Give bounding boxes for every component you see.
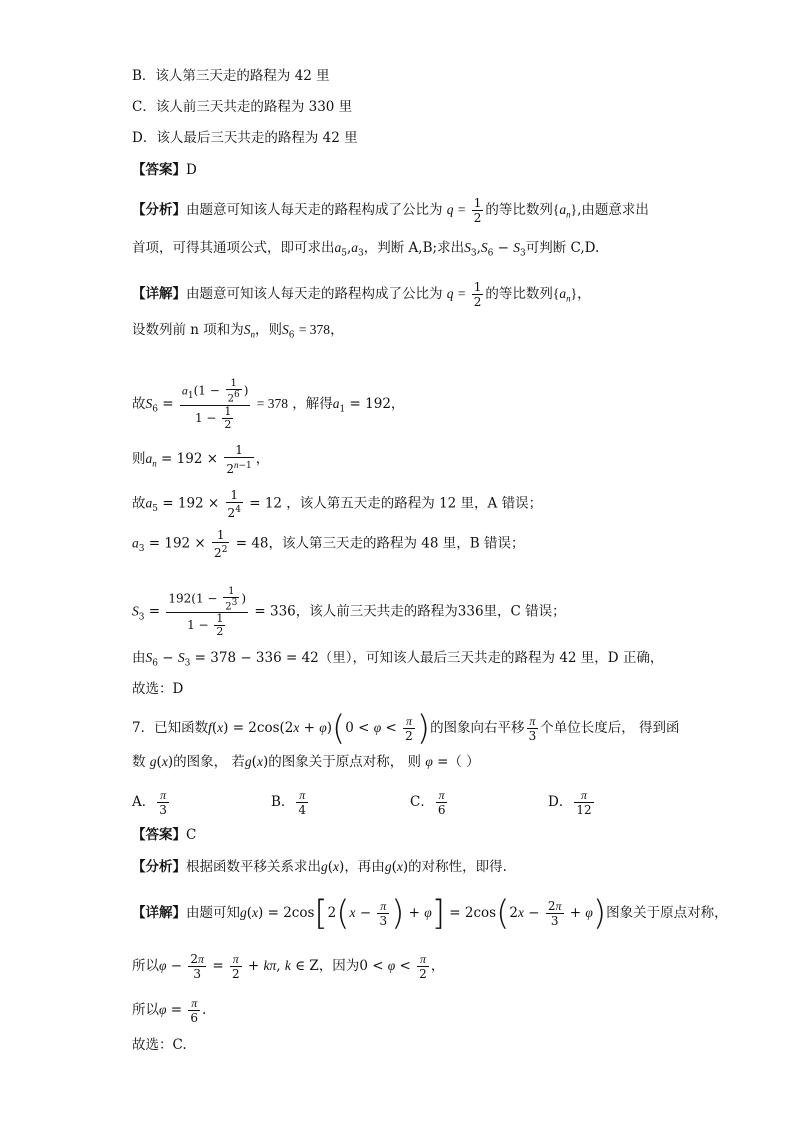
answer-value: D <box>186 162 197 178</box>
q7-option-a: A． $\frac{\pi}{3}$ <box>132 788 167 817</box>
detail-line-2: 设数列前 n 项和为$S_n$，则$S_6 = 378$， <box>132 322 344 341</box>
choose-line-1: 故选：D <box>132 681 184 697</box>
detail-label: 【详解】 <box>132 286 186 302</box>
question-7-line-2: 数 g(x)的图象， 若g(x)的图象关于原点对称， 则 φ =（ ） <box>132 754 480 770</box>
option-c: C．该人前三天共走的路程为 330 里 <box>132 99 353 115</box>
analysis-label: 【分析】 <box>132 202 186 218</box>
detail-line-6: $a_3 = 192$ × $\frac{1}{2^2}$ = 48，该人第三天走的路程为 48 里，B 错误； <box>132 528 525 560</box>
detail-line-7: $S_3$ = 192(1 − $\frac{1}{2^3}$ ) 1 − $\frac{1}{2}$ = 336，该人前三天共走的路程为336里，C 错误； <box>132 586 566 639</box>
detail-line-9: 【详解】由题可知g(x) = 2cos[2(x − $\frac{\pi}{3}$ ) + φ] = 2cos(2x − $\frac{2\pi}{3}$ + φ)图象关于原点对称， <box>132 893 728 934</box>
detail-line-11: 所以φ = $\frac{\pi}{6}$ . <box>132 996 207 1025</box>
analysis-line-2: 首项，可得其通项公式，即可求出$a_5,a_3$，判断 A,B;求出$S_3,S_6 - S_3$可判断 C,D. <box>132 240 600 259</box>
detail-line-3: 故$S_6$ = $a_1(1$ − $\frac{1}{2^6}$ ) 1 − $\frac{1}{2}$ = 378 ，解得$a_1 = 192$， <box>132 378 405 432</box>
q7-option-b: B． $\frac{\pi}{4}$ <box>271 788 307 817</box>
question-7-line-1: 7．已知函数f(x) = 2cos(2x + φ)(0 < φ < $\frac{\pi}{2}$ )的图象向右平移 $\frac{\pi}{3}$ 个单位长度后， 得到函 <box>132 708 680 749</box>
detail-line-4: 则$a_n = 192$ × $\frac{1}{2^{n-1}}$ ， <box>132 443 270 476</box>
choose-line-2: 故选：C. <box>132 1037 187 1053</box>
answer-line-2: 【答案】C <box>132 827 197 843</box>
answer-line <box>132 160 197 180</box>
analysis-line-1: 【分析】由题意可知该人每天走的路程构成了公比为 q = $\frac{1}{2}$ 的等比数列$\{a_n\}$,由题意求出 <box>132 196 649 225</box>
q7-option-d: D． $\frac{\pi}{12}$ <box>548 788 592 817</box>
answer-value-2: C <box>186 827 197 843</box>
q7-option-c: C． $\frac{\pi}{6}$ <box>410 788 446 817</box>
detail-line-5: 故$a_5 = 192$ × $\frac{1}{2^4}$ = 12 ，该人第五天走的路程为 12 里，A 错误； <box>132 488 543 520</box>
detail-line-8: 由$S_6 - S_3 = 378 - 336 = 42$（里），可知该人最后三天共走的路程为 42 里，D 正确， <box>132 650 664 669</box>
option-b: B．该人第三天走的路程为 42 里 <box>132 68 330 84</box>
analysis-line-3: 【分析】根据函数平移关系求出g(x)，再由g(x)的对称性，即得. <box>132 859 507 875</box>
detail-line-1: 【详解】由题意可知该人每天走的路程构成了公比为 q = $\frac{1}{2}$ 的等比数列$\{a_n\}$， <box>132 280 591 309</box>
answer-label: 【答案】 <box>132 162 186 178</box>
option-d: D．该人最后三天共走的路程为 42 里 <box>132 130 358 146</box>
detail-line-10: 所以φ − $\frac{2\pi}{3}$ = $\frac{\pi}{2}$ + kπ, k ∈ Z，因为0 < φ < $\frac{\pi}{2}$ ， <box>132 952 445 981</box>
